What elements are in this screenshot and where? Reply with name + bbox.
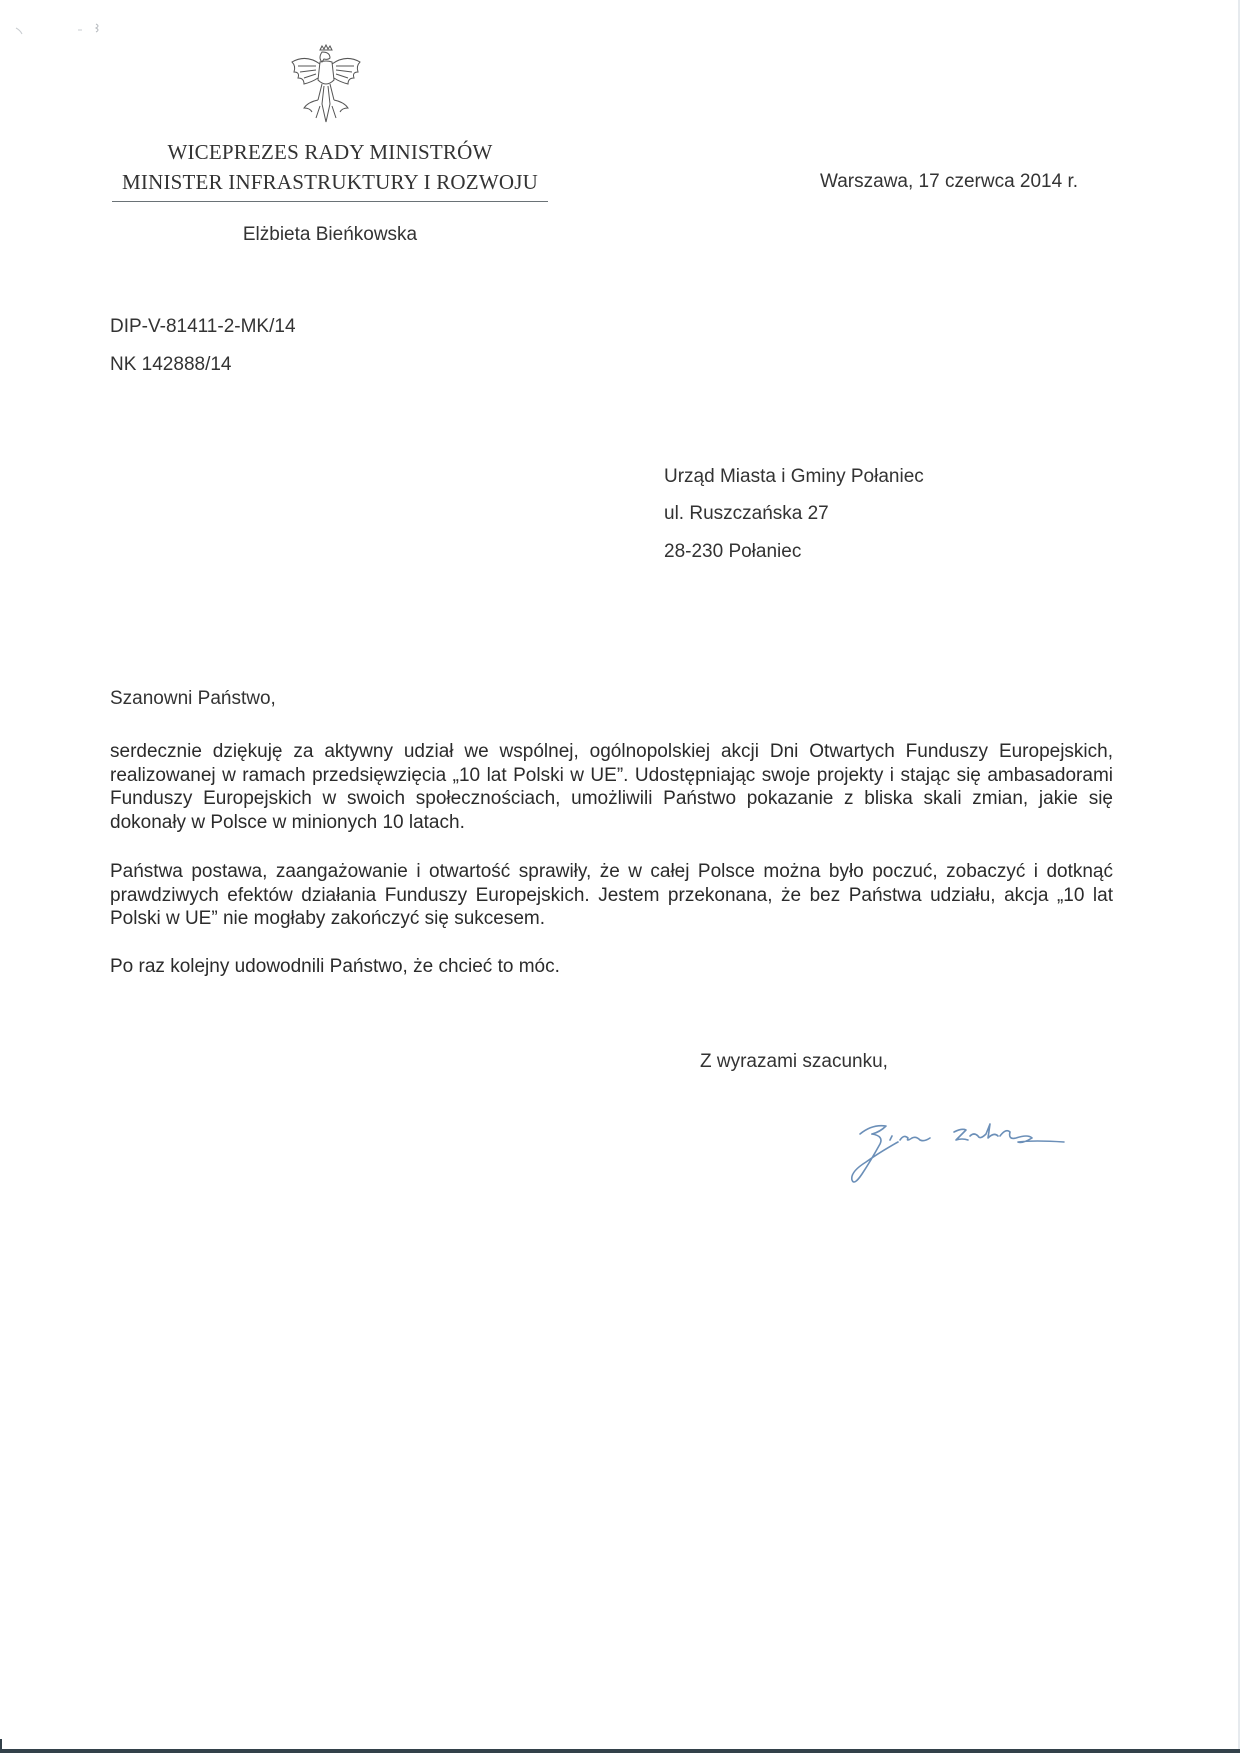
minister-name: Elżbieta Bieńkowska <box>242 224 418 245</box>
header-divider <box>112 201 548 202</box>
place-date: Warszawa, 17 czerwca 2014 r. <box>820 171 1079 192</box>
body-paragraph: serdecznie dziękuję za aktywny udział we wspólnej, ogólnopolskiej akcji Dni Otwartych Funduszy Europejskich, realizowanej w ramach przedsięwzięcia „10 lat Polski w UE”. Udostępniając swoje projekty i stając się ambasadorami Funduszy Europejskich w swoich społecznościach, umożliwili Państwo pokazanie z bliska skali zmian, jakie się dokonały w Polsce w minionych 10 latach. <box>110 741 1113 833</box>
salutation: Szanowni Państwo, <box>110 688 276 709</box>
polish-eagle-emblem-icon <box>286 44 366 134</box>
reference-number: NK 142888/14 <box>110 354 232 375</box>
body-paragraph: Państwa postawa, zaangażowanie i otwartość sprawiły, że w całej Polsce można było poczuć, zobaczyć i dotknąć prawdziwych efektów działania Funduszy Europejskich. Jestem przekonana, że bez Państwa udziału, akcja „10 lat Polski w UE” nie mogłaby zakończyć się sukcesem. <box>110 861 1113 929</box>
body-paragraph: Po raz kolejny udowodnili Państwo, że chcieć to móc. <box>110 956 560 977</box>
closing-phrase: Z wyrazami szacunku, <box>700 1051 888 1072</box>
handwritten-signature <box>850 1110 1080 1190</box>
scan-artifact <box>14 20 104 40</box>
scan-edge <box>0 1749 1240 1753</box>
recipient-city: 28-230 Połaniec <box>664 541 802 562</box>
office-title-line-2: MINISTER INFRASTRUKTURY I ROZWOJU <box>122 170 538 194</box>
recipient-street: ul. Ruszczańska 27 <box>664 503 829 524</box>
recipient-name: Urząd Miasta i Gminy Połaniec <box>664 466 924 487</box>
reference-number: DIP-V-81411-2-MK/14 <box>110 316 296 337</box>
office-title-line-1: WICEPREZES RADY MINISTRÓW <box>167 140 493 164</box>
